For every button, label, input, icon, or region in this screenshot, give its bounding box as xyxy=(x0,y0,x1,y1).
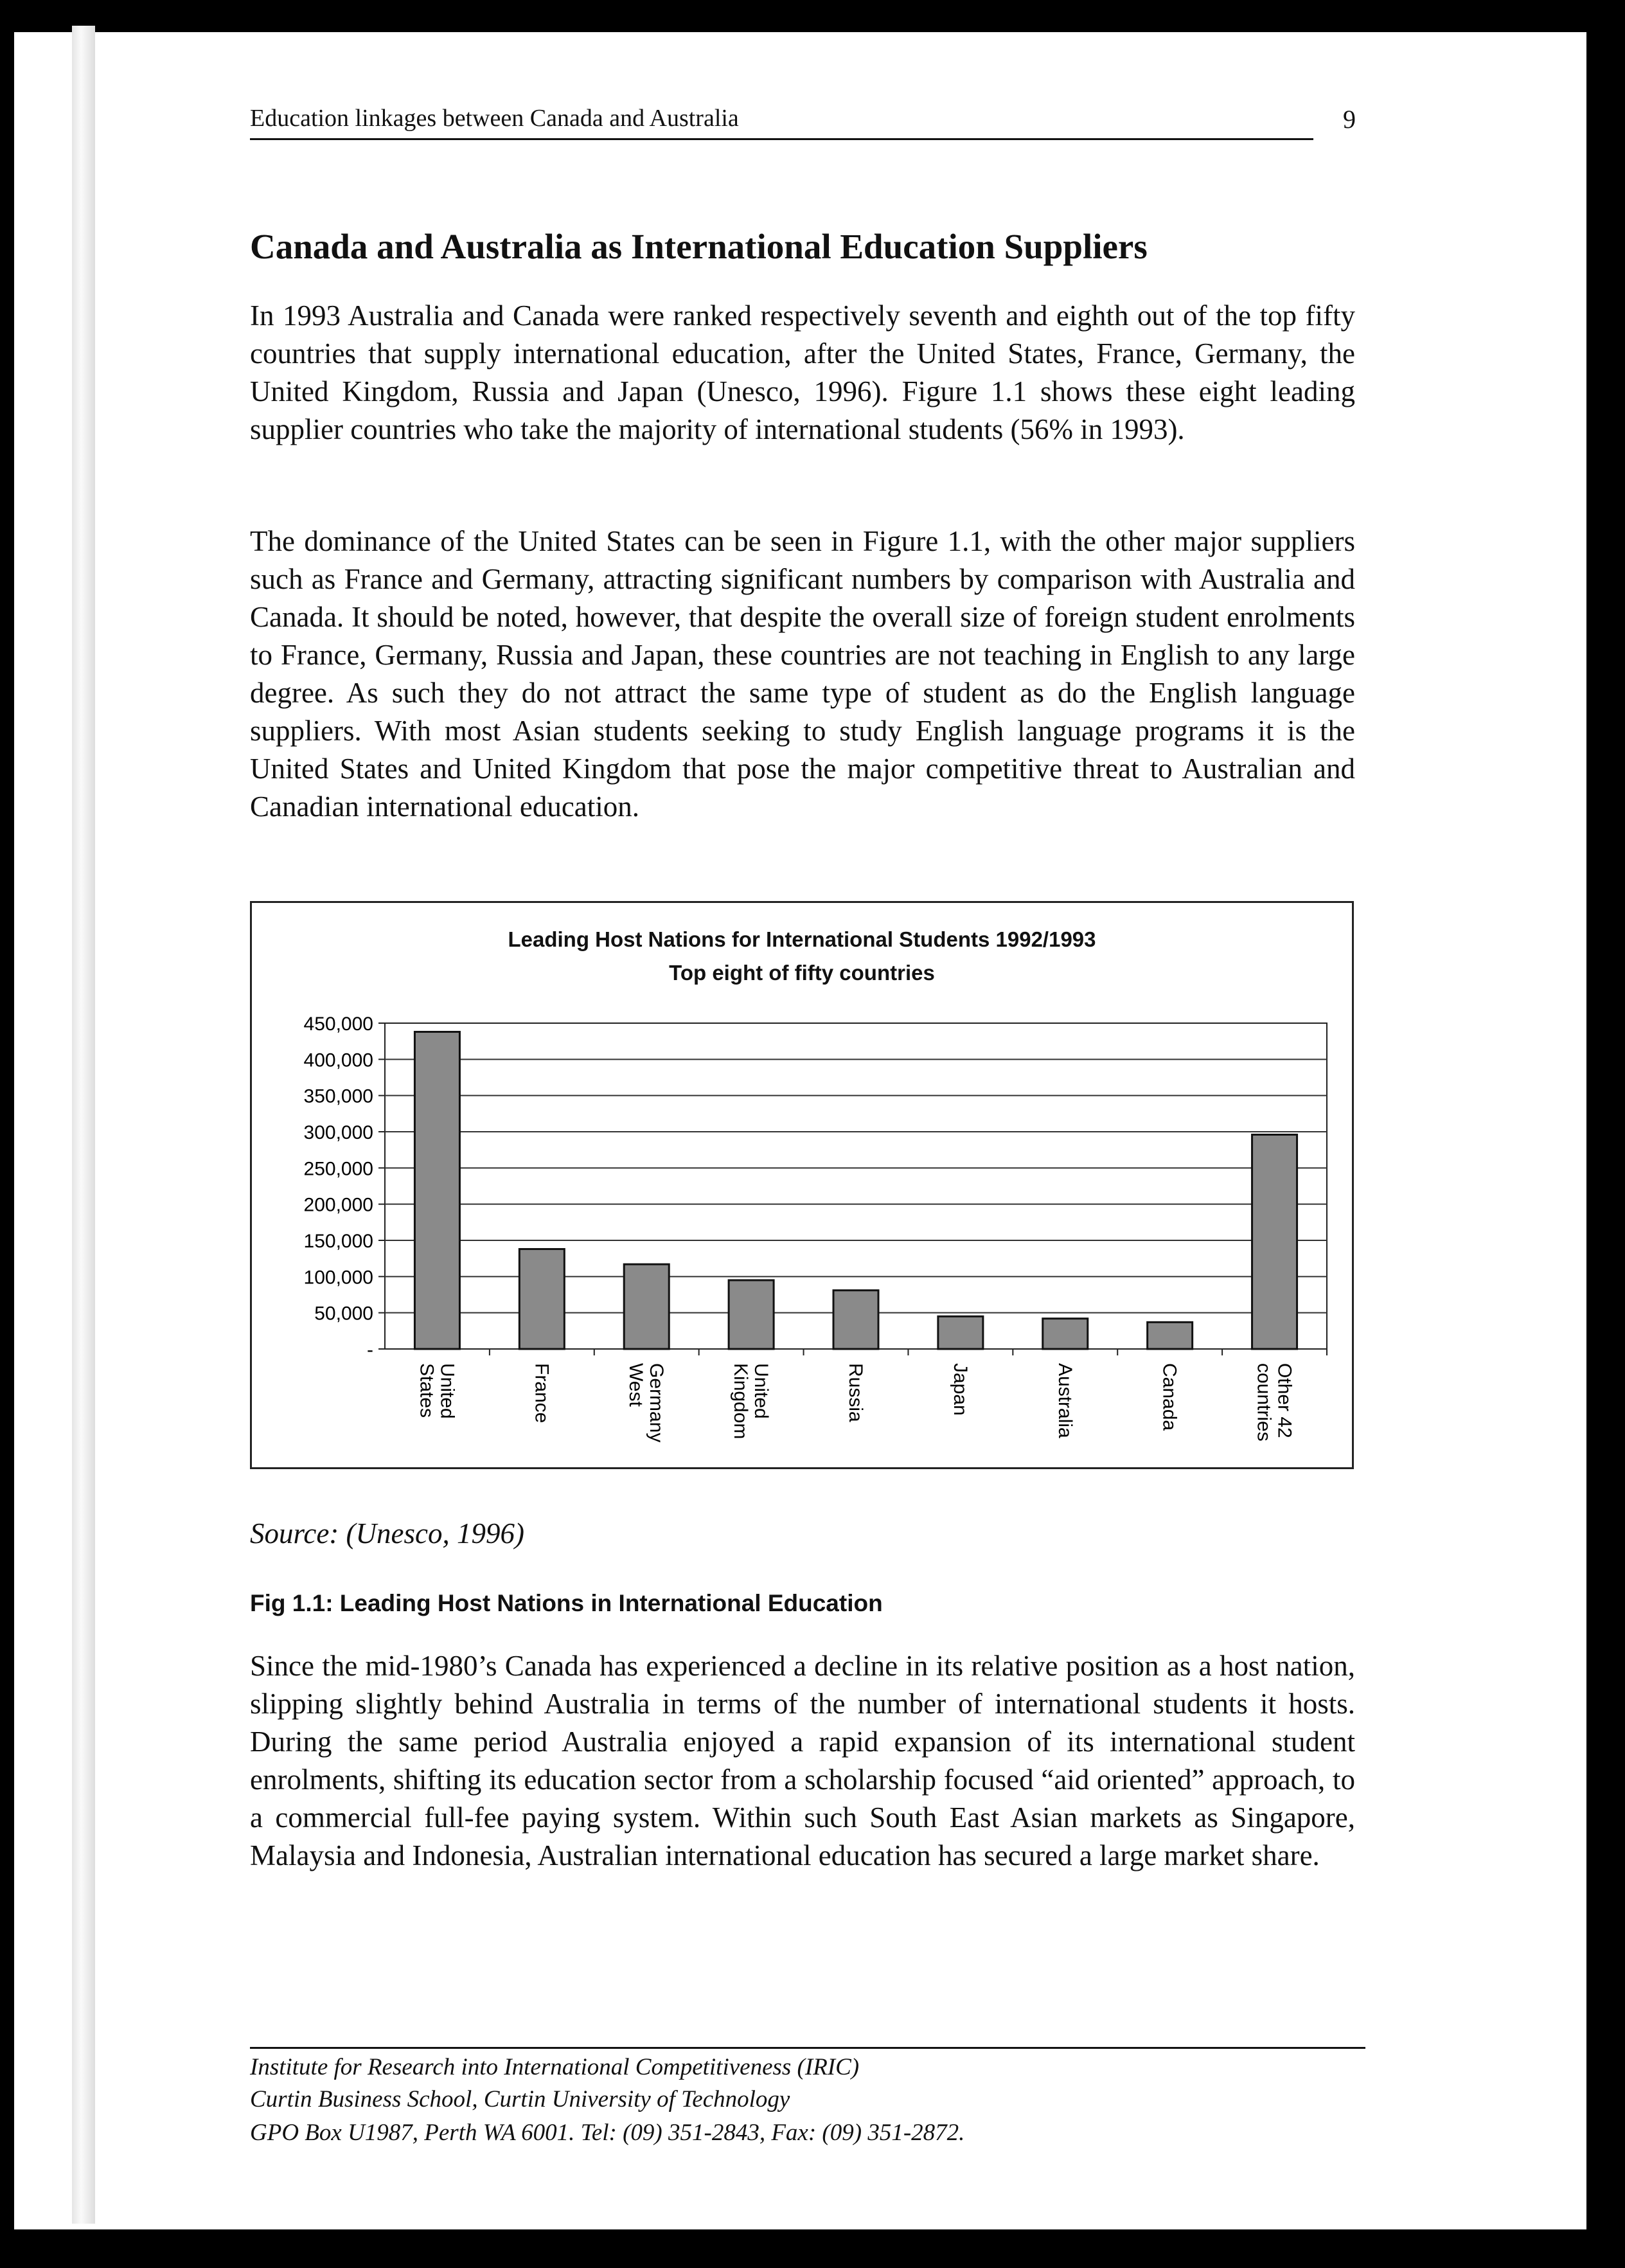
bar xyxy=(729,1280,774,1349)
bar xyxy=(1148,1322,1193,1349)
figure-source: Source: (Unesco, 1996) xyxy=(250,1517,524,1549)
y-tick-label: 400,000 xyxy=(303,1049,373,1071)
x-tick-label xyxy=(1254,1363,1295,1442)
x-tick-label-line: Japan xyxy=(949,1363,971,1416)
paragraph: In 1993 Australia and Canada were ranked respectively seventh and eighth out of the top fifty countries that supply international education, after the United States, France, Germany, the United Kingdom, Russia and Japan (Unesco, 1996). Figure 1.1 shows these eight leading supplier countries who take the majority of international students (56% in 1993). xyxy=(250,299,1355,445)
bar xyxy=(519,1249,564,1349)
x-tick-label xyxy=(1054,1363,1076,1438)
paragraph: The dominance of the United States can be seen in Figure 1.1, with the other major suppliers such as France and Germany, attracting significant numbers by comparison with Australia and Canada. It should be noted, however, that despite the overall size of foreign student enrolments to France, Germany, Russia and Japan, these countries are not teaching in English to any large degree. As such they do not attract the same type of student as do the English language suppliers. With most Asian students seeking to study English language programs it is the United States and United Kingdom that pose the major competitive threat to Australian and Canadian international education. xyxy=(250,525,1355,823)
x-tick-label-line: Other 42 xyxy=(1274,1363,1295,1438)
scan-border-bottom xyxy=(0,2229,1625,2268)
x-tick-label xyxy=(625,1363,667,1442)
figure-caption: Fig 1.1: Leading Host Nations in International Education xyxy=(250,1590,883,1616)
footer-line: GPO Box U1987, Perth WA 6001. Tel: (09) 351-2843, Fax: (09) 351-2872. xyxy=(250,2120,965,2146)
chart-title: Leading Host Nations for International Students 1992/1993 xyxy=(508,927,1096,951)
y-tick-label: 150,000 xyxy=(303,1231,373,1252)
x-tick-label xyxy=(730,1363,772,1439)
x-tick-label-line: Russia xyxy=(845,1363,866,1422)
x-tick-label-line: States xyxy=(416,1363,438,1418)
header-rule xyxy=(250,138,1313,140)
bar xyxy=(1252,1135,1297,1349)
chart-subtitle: Top eight of fifty countries xyxy=(669,961,935,985)
x-tick-label-line: France xyxy=(531,1363,553,1424)
bar xyxy=(1043,1319,1088,1349)
page-number: 9 xyxy=(1343,105,1356,134)
y-tick-label: 300,000 xyxy=(303,1122,373,1143)
x-tick-label xyxy=(416,1363,457,1419)
bar-chart xyxy=(250,901,1354,1469)
y-tick-label: 350,000 xyxy=(303,1085,373,1107)
bar xyxy=(833,1290,878,1349)
binding-shadow xyxy=(72,26,95,2224)
x-tick-label-line: West xyxy=(625,1363,647,1407)
footer-line: Institute for Research into International Competitiveness (IRIC) xyxy=(250,2054,860,2080)
paragraph: Since the mid-1980’s Canada has experienced a decline in its relative position as a host nation, slipping slightly behind Australia in terms of the number of international students it hosts. During the same period Australia enjoyed a rapid expansion of its international student enrolments, shifting its education sector from a scholarship focused “aid oriented” approach, to a commercial full-fee paying system. Within such South East Asian markets as Singapore, Malaysia and Indonesia, Australian international education has secured a large market share. xyxy=(250,1650,1355,1871)
bar xyxy=(624,1264,669,1349)
scan-border-left xyxy=(0,0,14,2268)
scan-border-top xyxy=(0,0,1625,32)
x-tick-label-line: Germany xyxy=(646,1363,668,1443)
x-tick-label xyxy=(1159,1363,1180,1431)
running-head: Education linkages between Canada and Australia xyxy=(250,105,739,132)
y-tick-label: 50,000 xyxy=(314,1303,373,1325)
x-tick-label-line: Canada xyxy=(1159,1363,1180,1431)
y-tick-label: 200,000 xyxy=(303,1194,373,1216)
x-tick-label-line: United xyxy=(436,1363,458,1419)
x-tick-label xyxy=(845,1363,866,1422)
section-heading: Canada and Australia as International Education Suppliers xyxy=(250,227,1148,266)
scan-border-right xyxy=(1586,0,1625,2268)
x-tick-label xyxy=(950,1363,971,1416)
x-tick-label-line: countries xyxy=(1253,1363,1275,1442)
bar xyxy=(938,1316,983,1349)
footer-line: Curtin Business School, Curtin University of Technology xyxy=(250,2086,790,2112)
y-tick-label: 250,000 xyxy=(303,1158,373,1180)
y-tick-label: 100,000 xyxy=(303,1267,373,1289)
x-tick-label xyxy=(531,1363,552,1423)
footer-rule xyxy=(250,2047,1365,2049)
x-tick-label-line: Kingdom xyxy=(730,1363,752,1440)
x-tick-label-line: United xyxy=(750,1363,772,1419)
x-tick-label-line: Australia xyxy=(1054,1363,1076,1438)
y-tick-label: 450,000 xyxy=(303,1013,373,1035)
y-tick-label: - xyxy=(367,1339,373,1361)
bar xyxy=(414,1032,459,1349)
